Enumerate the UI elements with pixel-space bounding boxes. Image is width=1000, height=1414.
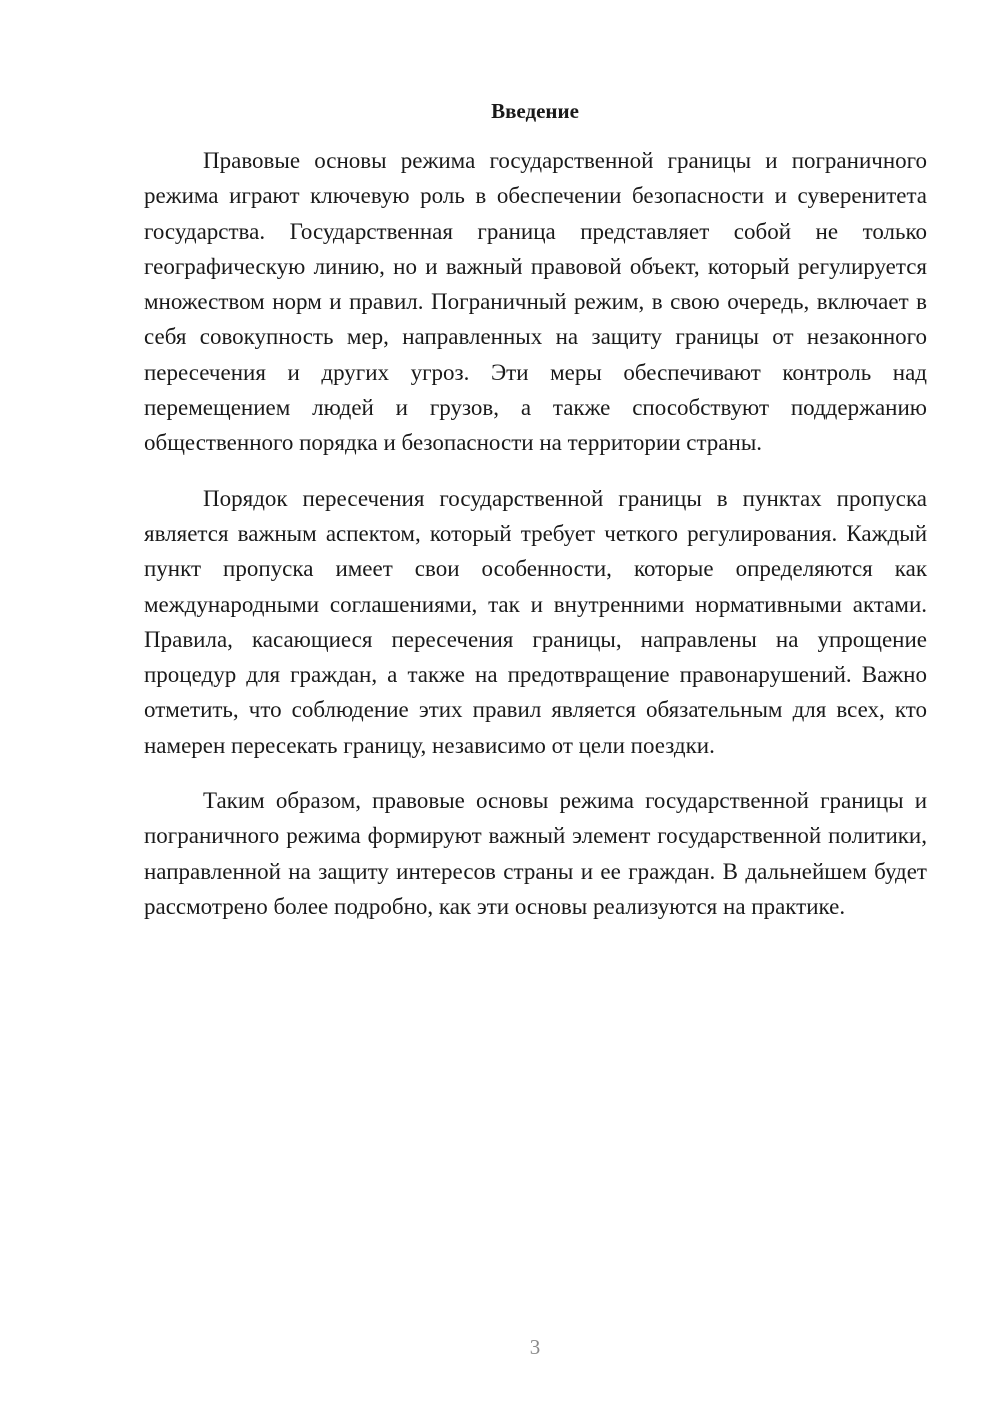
body-text	[144, 143, 927, 944]
paragraph-3: Таким образом, правовые основы режима государственной границы и пограничного режима формируют важный элемент государственной политики, направленной на защиту интересов страны и ее граждан. В дальнейшем будет рассмотрено более подробно, как эти основы реализуются на практике.	[144, 788, 927, 919]
paragraph-2: Порядок пересечения государственной границы в пунктах пропуска является важным аспектом, который требует четкого регулирования. Каждый пункт пропуска имеет свои особенности, которые определяются как международными соглашениями, так и внутренними нормативными актами. Правила, касающиеся пересечения границы, направлены на упрощение процедур для граждан, а также на предотвращение правонарушений. Важно отметить, что соблюдение этих правил является обязательным для всех, кто намерен пересекать границу, независимо от цели поездки.	[144, 485, 927, 758]
paragraph-1: Правовые основы режима государственной границы и пограничного режима играют ключевую роль в обеспечении безопасности и суверенитета государства. Государственная граница представляет собой не только географическую линию, но и важный правовой объект, который регулируется множеством норм и правил. Пограничный режим, в свою очередь, включает в себя совокупность мер, направленных на защиту границы от незаконного пересечения и других угроз. Эти меры обеспечивают контроль над перемещением людей и грузов, а также способствуют поддержанию общественного порядка и безопасности на территории страны.	[144, 148, 927, 456]
page-title: Введение	[491, 99, 579, 123]
page-number: 3	[529, 1335, 541, 1359]
